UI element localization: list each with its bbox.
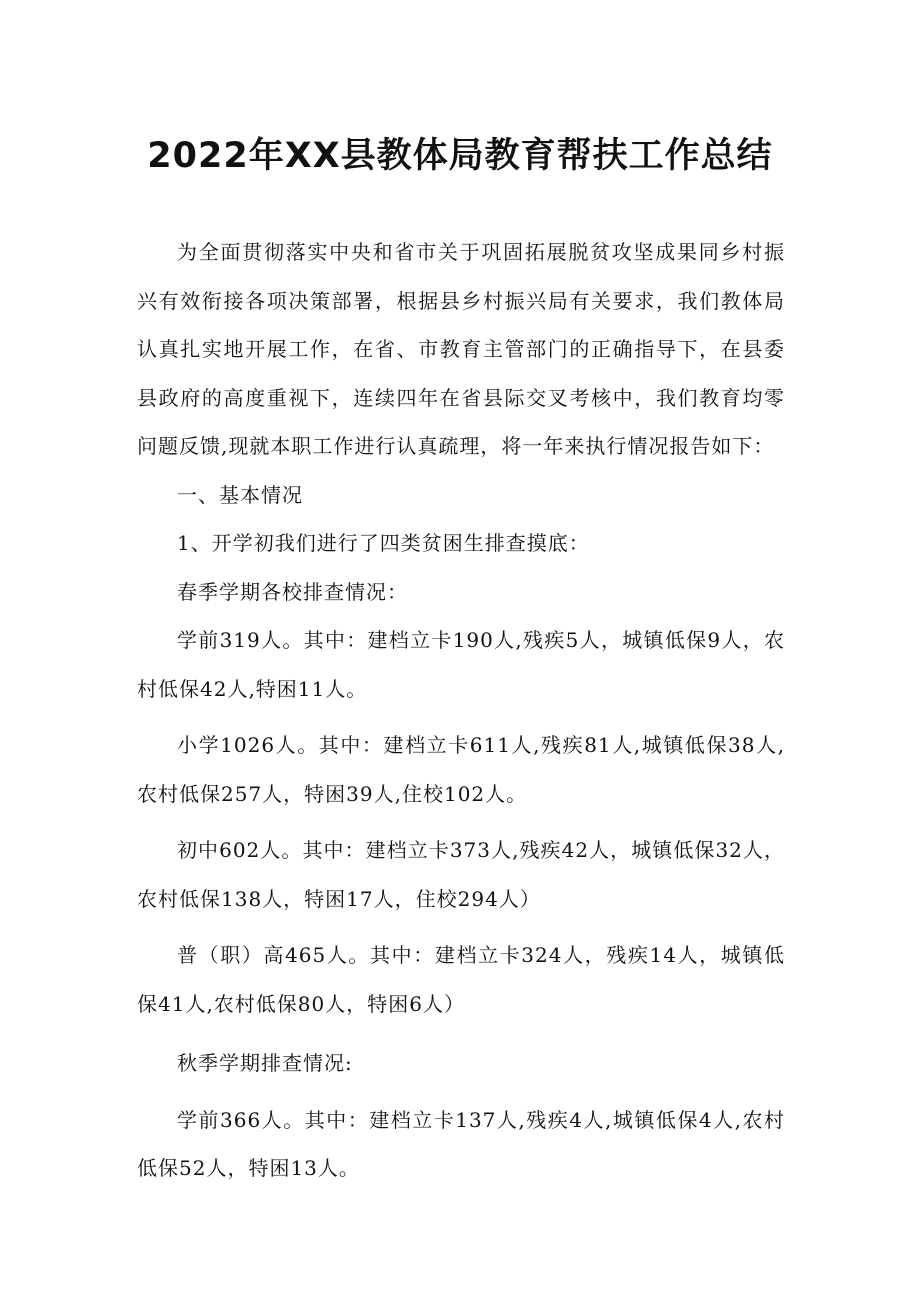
autumn-preschool-paragraph: 学前366人。其中：建档立卡137人,残疾4人,城镇低保4人,农村低保52人，特困13人。 <box>137 1107 785 1180</box>
document-title: 2022年XX县教体局教育帮扶工作总结 <box>147 136 773 176</box>
spring-preschool-paragraph: 学前319人。其中：建档立卡190人,残疾5人，城镇低保9人，农村低保42人,特困11人。 <box>137 628 785 701</box>
autumn-survey-heading: 秋季学期排查情况: <box>177 1051 353 1075</box>
intro-paragraph: 为全面贯彻落实中央和省市关于巩固拓展脱贫攻坚成果同乡村振兴有效衔接各项决策部署，根据县乡村振兴局有关要求，我们教体局认真扎实地开展工作，在省、市教育主管部门的正确指导下，在县委县政府的高度重视下，连续四年在省县际交叉考核中，我们教育均零问题反馈,现就本职工作进行认真疏理，将一年来执行情况报告如下： <box>137 240 785 458</box>
spring-survey-heading: 春季学期各校排查情况： <box>177 579 408 604</box>
spring-primary-paragraph: 小学1026人。其中：建档立卡611人,残疾81人,城镇低保38人,农村低保257人，特困39人,住校102人。 <box>137 733 785 806</box>
document-body <box>137 228 785 1193</box>
spring-senior-high-paragraph: 普（职）高465人。其中：建档立卡324人，残疾14人，城镇低保41人,农村低保80人，特困6人） <box>137 943 785 1016</box>
section-heading: 一、基本情况 <box>177 482 303 507</box>
subsection-heading: 1、开学初我们进行了四类贫困生排查摸底： <box>177 531 590 555</box>
spring-junior-high-paragraph: 初中602人。其中：建档立卡373人,残疾42人，城镇低保32人，农村低保138人，特困17人，住校294人） <box>137 838 785 911</box>
